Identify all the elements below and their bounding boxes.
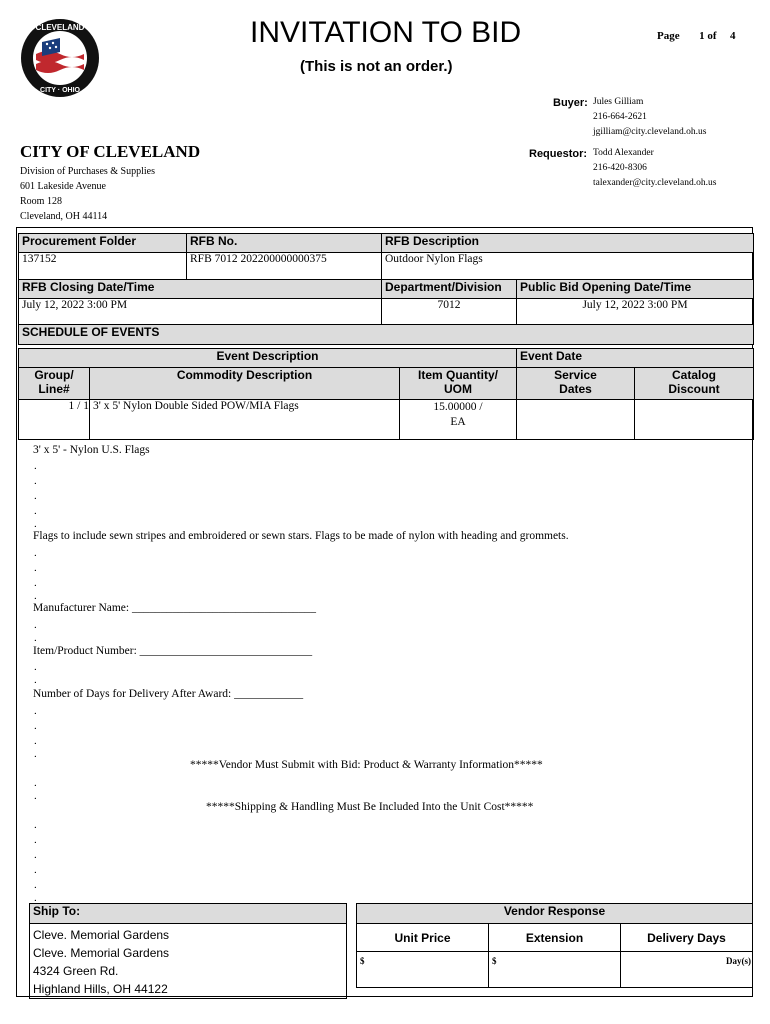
rfb-no-label: RFB No. bbox=[187, 234, 382, 253]
buyer-name: Jules Gilliam bbox=[593, 97, 644, 107]
department-label: Department/Division bbox=[382, 280, 517, 299]
unit-price-input[interactable]: $ bbox=[357, 952, 489, 988]
vendor-response-box bbox=[356, 903, 753, 988]
desc-line-2: Flags to include sewn stripes and embroidered or sewn stars. Flags to be made of nylon with heading and grommets. bbox=[33, 530, 569, 542]
delivery-days-label: Delivery Days bbox=[621, 924, 753, 952]
col-group-line: Group/ Line# bbox=[19, 368, 90, 400]
rfb-description-value: Outdoor Nylon Flags bbox=[382, 253, 754, 280]
unit-price-label: Unit Price bbox=[357, 924, 489, 952]
ship-to-address bbox=[30, 924, 347, 999]
manufacturer-name-field[interactable]: Manufacturer Name: ________________________________ bbox=[33, 602, 316, 614]
event-date-label: Event Date bbox=[517, 349, 754, 368]
vendor-response-label: Vendor Response bbox=[357, 904, 753, 924]
ship-to-line-4: Highland Hills, OH 44122 bbox=[33, 982, 168, 996]
items-table bbox=[18, 348, 754, 440]
desc-line-1: 3' x 5' - Nylon U.S. Flags bbox=[33, 444, 150, 456]
org-name: CITY OF CLEVELAND bbox=[20, 142, 201, 161]
row-line-number: 1 / 1 bbox=[19, 400, 90, 440]
buyer-phone: 216-664-2621 bbox=[593, 112, 647, 122]
col-quantity: Item Quantity/ UOM bbox=[400, 368, 517, 400]
page-number: 1 of bbox=[699, 30, 717, 42]
ship-to-line-3: 4324 Green Rd. bbox=[33, 964, 119, 978]
schedule-of-events-label: SCHEDULE OF EVENTS bbox=[19, 325, 754, 345]
dot-spacer: . bbox=[34, 460, 37, 472]
org-street: 601 Lakeside Avenue bbox=[20, 181, 106, 192]
delivery-days-field[interactable]: Number of Days for Delivery After Award: ____________ bbox=[33, 688, 304, 700]
row-service-dates bbox=[517, 400, 635, 440]
org-city: Cleveland, OH 44114 bbox=[20, 211, 108, 222]
procurement-folder-value: 137152 bbox=[19, 253, 187, 280]
requestor-email[interactable]: talexander@city.cleveland.oh.us bbox=[593, 178, 717, 188]
closing-date-label: RFB Closing Date/Time bbox=[19, 280, 382, 299]
page-total: 4 bbox=[730, 30, 736, 42]
event-description-label: Event Description bbox=[19, 349, 517, 368]
col-commodity: Commodity Description bbox=[90, 368, 400, 400]
department-value: 7012 bbox=[382, 299, 517, 325]
row-quantity: 15.00000 / EA bbox=[400, 400, 517, 440]
requestor-label: Requestor: bbox=[529, 148, 588, 160]
closing-date-value: July 12, 2022 3:00 PM bbox=[19, 299, 382, 325]
document-title: INVITATION TO BID bbox=[250, 16, 522, 49]
extension-input[interactable]: $ bbox=[489, 952, 621, 988]
org-address bbox=[20, 164, 155, 224]
opening-date-label: Public Bid Opening Date/Time bbox=[517, 280, 754, 299]
buyer-label: Buyer: bbox=[553, 97, 588, 109]
svg-text:CITY · OHIO: CITY · OHIO bbox=[40, 87, 80, 94]
org-division: Division of Purchases & Supplies bbox=[20, 166, 155, 177]
buyer-info bbox=[593, 95, 706, 140]
requestor-phone: 216-420-8306 bbox=[593, 163, 647, 173]
row-catalog-discount bbox=[635, 400, 754, 440]
org-room: Room 128 bbox=[20, 196, 62, 207]
delivery-days-input[interactable]: Day(s) bbox=[621, 952, 753, 988]
requestor-info bbox=[593, 146, 716, 191]
col-service-dates: Service Dates bbox=[517, 368, 635, 400]
buyer-email[interactable]: jgilliam@city.cleveland.oh.us bbox=[593, 127, 707, 137]
page-label: Page bbox=[657, 30, 680, 42]
ship-to-line-2: Cleve. Memorial Gardens bbox=[33, 946, 170, 960]
rfb-no-value: RFB 7012 202200000000375 bbox=[187, 253, 382, 280]
vendor-submit-note: *****Vendor Must Submit with Bid: Product & Warranty Information***** bbox=[190, 759, 543, 771]
col-catalog-discount: Catalog Discount bbox=[635, 368, 754, 400]
svg-text:CLEVELAND: CLEVELAND bbox=[35, 23, 85, 32]
ship-to-box bbox=[29, 903, 347, 999]
opening-date-value: July 12, 2022 3:00 PM bbox=[517, 299, 754, 325]
extension-label: Extension bbox=[489, 924, 621, 952]
city-seal-logo bbox=[20, 18, 100, 98]
procurement-folder-label: Procurement Folder bbox=[19, 234, 187, 253]
requestor-name: Todd Alexander bbox=[593, 148, 654, 158]
shipping-note: *****Shipping & Handling Must Be Included Into the Unit Cost***** bbox=[206, 801, 534, 813]
item-number-field[interactable]: Item/Product Number: ______________________________ bbox=[33, 645, 313, 657]
rfb-description-label: RFB Description bbox=[382, 234, 754, 253]
page-indicator bbox=[657, 30, 736, 42]
ship-to-label: Ship To: bbox=[30, 904, 347, 924]
rfb-info-table bbox=[18, 233, 754, 345]
ship-to-line-1: Cleve. Memorial Gardens bbox=[33, 928, 170, 942]
table-row bbox=[19, 400, 754, 440]
row-description: 3' x 5' Nylon Double Sided POW/MIA Flags bbox=[90, 400, 400, 440]
document-subtitle: (This is not an order.) bbox=[300, 58, 453, 75]
